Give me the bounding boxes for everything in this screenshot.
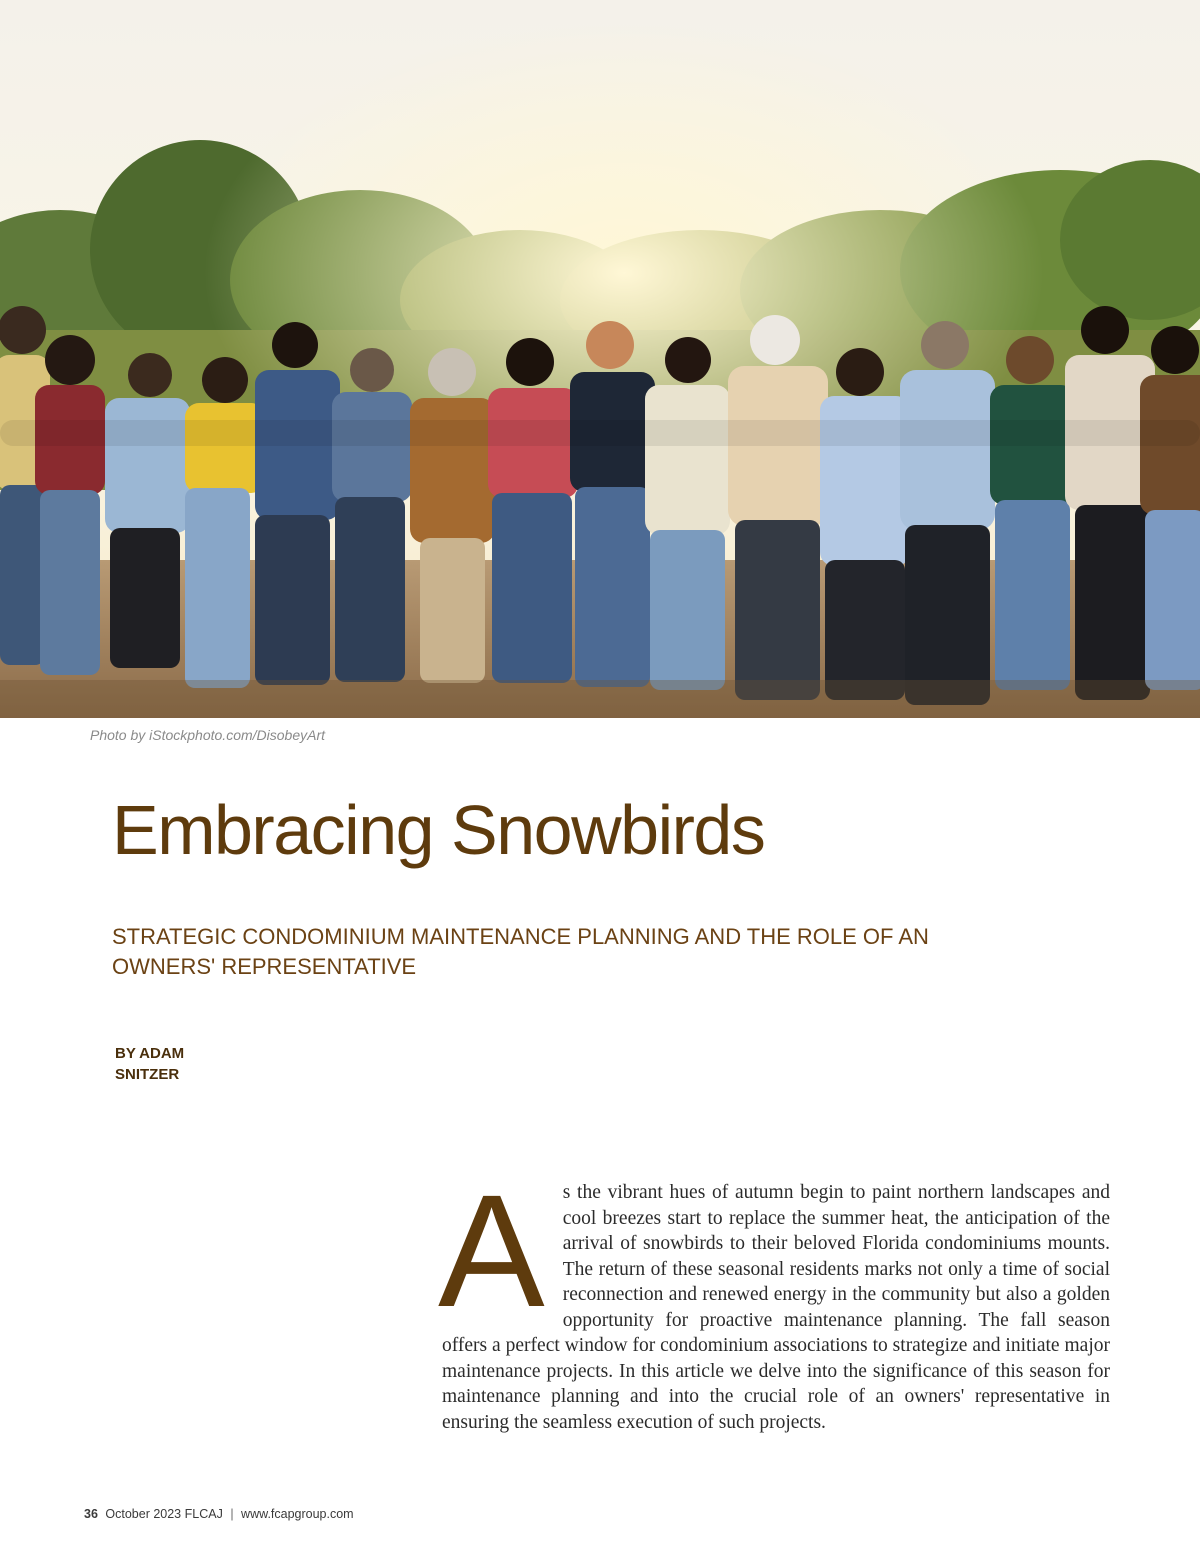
footer-website[interactable]: www.fcapgroup.com: [241, 1507, 354, 1521]
body-paragraph: s the vibrant hues of autumn begin to paint northern landscapes and cool breezes start to replace the summer heat, the anticipation of the arrival of snowbirds to their beloved Florida condominiums mounts. The return of these seasonal residents marks not only a time of social reconnection and renewed energy in the community but also a golden opportunity for proactive maintenance planning. The fall season offers a perfect window for condominium associations to strategize and initiate major maintenance projects. In this article we delve into the significance of this season for maintenance planning and into the crucial role of an owners' representative in ensuring the seamless execution of such projects.: [442, 1182, 1110, 1433]
article-body: [438, 1161, 1110, 1435]
footer-separator: |: [230, 1507, 234, 1521]
hero-photo: [0, 0, 1200, 718]
article-byline: BY ADAM SNITZER: [115, 1045, 185, 1083]
article-title: Embracing Snowbirds: [112, 791, 765, 869]
article-subtitle: STRATEGIC CONDOMINIUM MAINTENANCE PLANNING AND THE ROLE OF AN OWNERS' REPRESENTATIVE: [112, 924, 929, 979]
footer-publication: FLCAJ: [184, 1507, 223, 1521]
page-number: 36: [84, 1507, 98, 1521]
footer-issue: October 2023: [105, 1507, 182, 1521]
page-footer: [84, 1507, 354, 1521]
drop-cap: A: [438, 1161, 545, 1340]
photo-credit: Photo by iStockphoto.com/DisobeyArt: [90, 727, 326, 743]
